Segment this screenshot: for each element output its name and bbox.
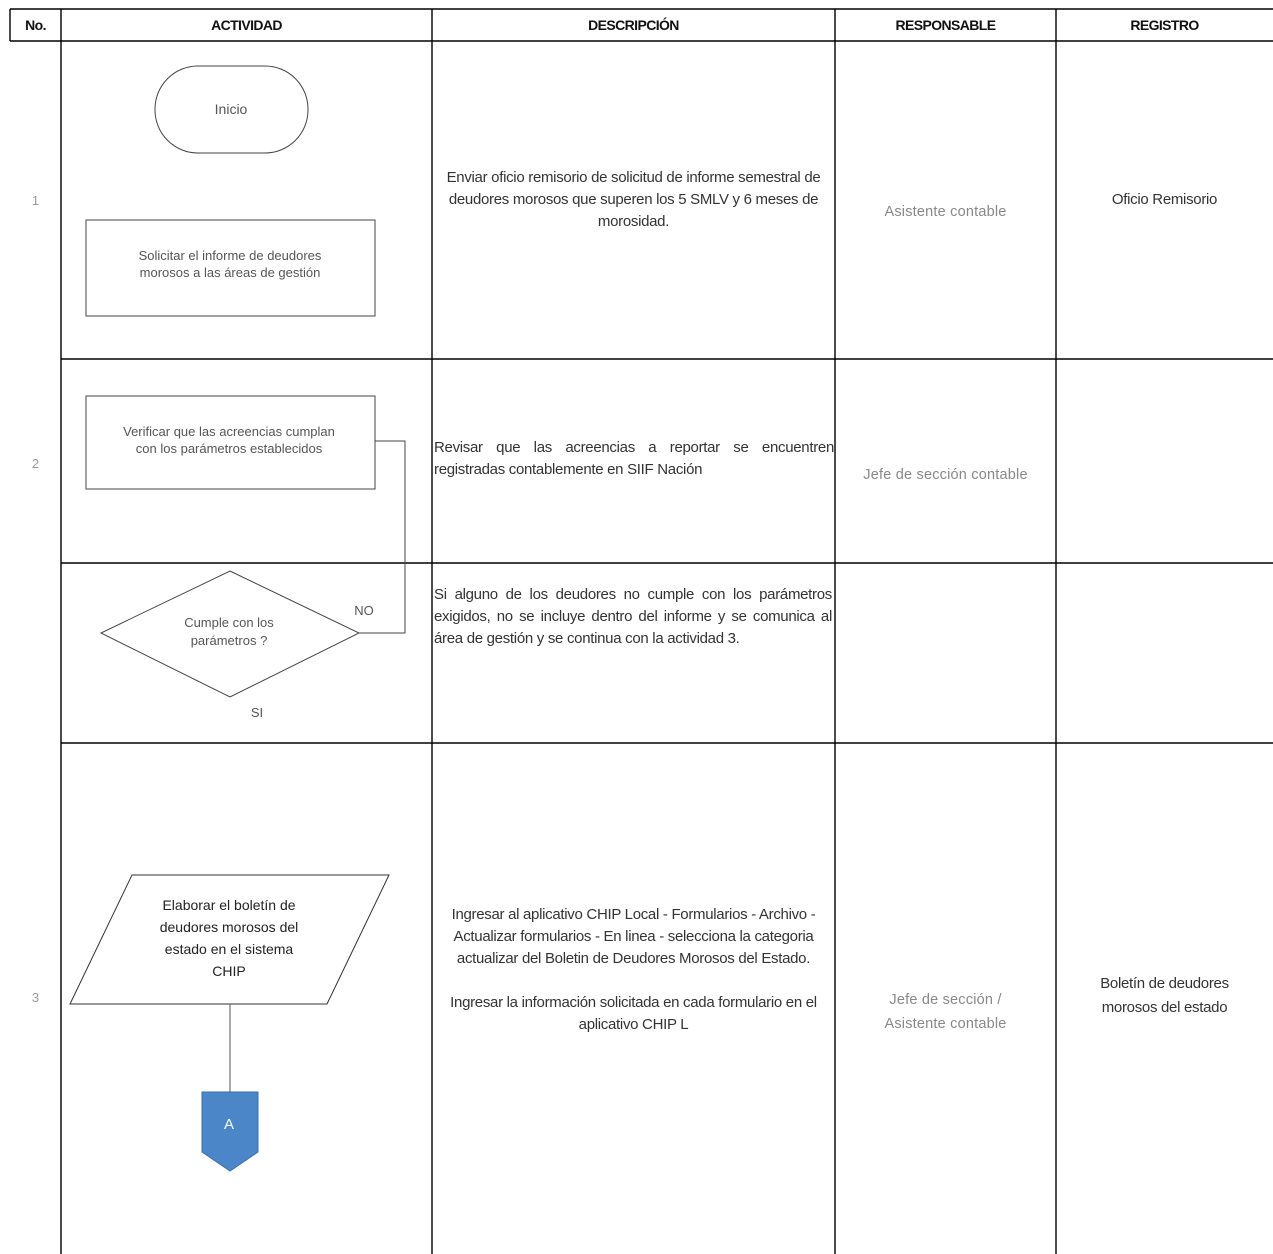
row3-responsable: [835, 988, 1056, 1036]
offpage-connector-label: A: [223, 1116, 235, 1133]
io-line4: CHIP: [212, 963, 246, 979]
row3-responsable-line2: Asistente contable: [884, 1016, 1007, 1032]
row3-description: [436, 904, 831, 1036]
row2-description: Revisar que las acreencias a reportar se encuentren registradas contablemente en SIIF Nación: [434, 439, 834, 478]
io-line1: Elaborar el boletín de: [162, 897, 296, 913]
io-line3: estado en el sistema: [164, 941, 294, 957]
header-responsable: RESPONSABLE: [895, 17, 996, 33]
row3-registro-line1: Boletín de deudores: [1100, 975, 1229, 992]
row-number-1: 1: [31, 192, 40, 208]
decision-label-line2: parámetros ?: [190, 633, 268, 648]
decision-si-label: SI: [250, 705, 264, 720]
row1-description: [436, 41, 831, 359]
decision-no-label: NO: [354, 603, 374, 618]
process-box-verificar-line2: con los parámetros establecidos: [135, 441, 323, 456]
row2-responsable: Jefe de sección contable: [863, 467, 1028, 483]
process-box-solicitar-line2: morosos a las áreas de gestión: [139, 265, 321, 280]
header-descripcion: DESCRIPCIÓN: [588, 17, 679, 33]
row1-registro: Oficio Remisorio: [1111, 191, 1218, 208]
row2b-description: Si alguno de los deudores no cumple con los parámetros exigidos, no se incluye dentro del informe y se comunica al área de gestión y se continua con la actividad 3.: [434, 586, 832, 647]
row-number-3: 3: [31, 989, 40, 1005]
row1-responsable: Asistente contable: [884, 204, 1007, 220]
row-number-2: 2: [31, 455, 40, 471]
row3-responsable-line1: Jefe de sección /: [889, 992, 1002, 1008]
decision-label-line1: Cumple con los: [184, 615, 274, 630]
row3-registro-line2: morosos del estado: [1101, 999, 1228, 1016]
row3-registro: [1056, 972, 1273, 1020]
row1-description-text: Enviar oficio remisorio de solicitud de informe semestral de deudores morosos que superen los 5 SMLV y 6 meses de morosidad.: [446, 169, 821, 230]
header-actividad: ACTIVIDAD: [211, 17, 282, 33]
header-registro: REGISTRO: [1130, 17, 1199, 33]
process-box-solicitar-line1: Solicitar el informe de deudores: [138, 248, 322, 263]
row3-description-para1: Ingresar al aplicativo CHIP Local - Formularios - Archivo - Actualizar formularios - En linea - selecciona la categoria actualizar del Boletin de Deudores Morosos del Estado.: [451, 906, 816, 967]
row3-description-para2: Ingresar la información solicitada en cada formulario en el aplicativo CHIP L: [450, 994, 817, 1033]
io-parallelogram: [70, 875, 389, 1004]
process-box-verificar-line1: Verificar que las acreencias cumplan: [123, 424, 335, 439]
start-terminal-label: Inicio: [214, 101, 248, 117]
io-line2: deudores morosos del: [159, 919, 299, 935]
header-no: No.: [25, 17, 46, 33]
